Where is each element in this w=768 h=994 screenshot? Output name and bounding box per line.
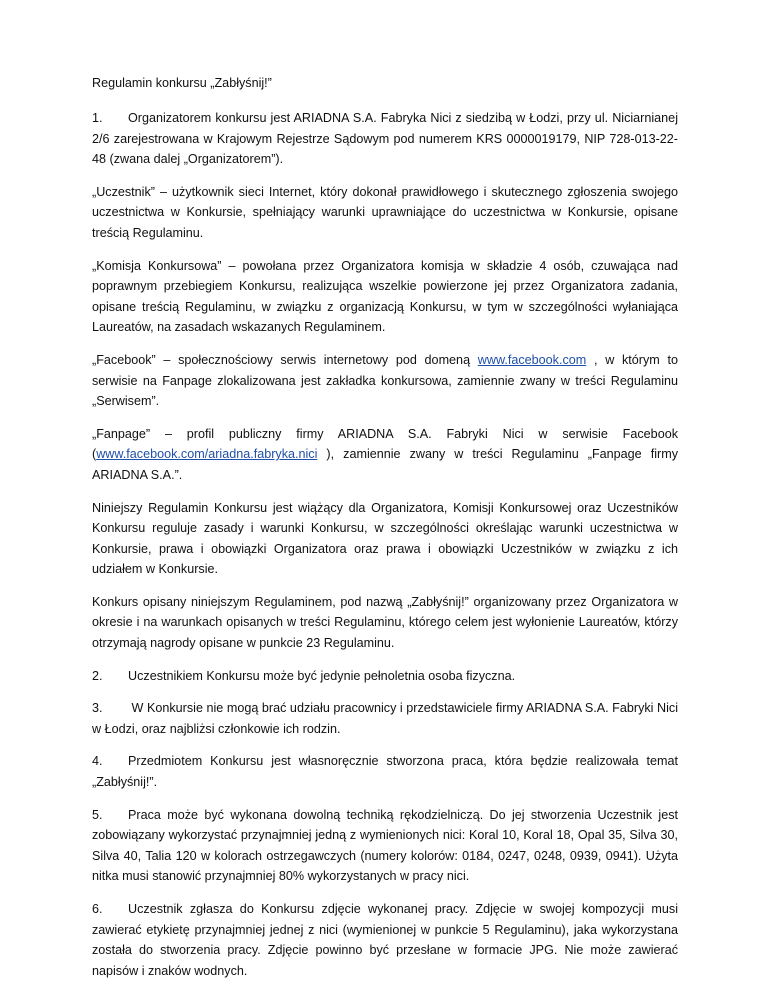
section-text: W Konkursie nie mogą brać udziału pracownicy i przedstawiciele firmy ARIADNA S.A. Fabryki Nici w Łodzi, oraz najbliżsi członkowie ich rodzin.: [92, 701, 678, 736]
section-1: [92, 108, 678, 170]
definition-text: ), zamiennie zwany w treści Regulaminu „Fanpage firmy ARIADNA S.A.”.: [92, 447, 678, 482]
definition-fanpage: [92, 424, 678, 486]
section-number: 6.: [92, 902, 103, 916]
section-text: Uczestnikiem Konkursu może być jedynie pełnoletnia osoba fizyczna.: [128, 668, 516, 683]
section-number: 5.: [92, 807, 103, 822]
definition-uczestnik: „Uczestnik” – użytkownik sieci Internet, który dokonał prawidłowego i skutecznego zgłoszenia swojego uczestnictwa w Konkursie, spełniający warunki uprawniające do uczestnictwa w Konkursie, opisane treścią Regulaminu.: [92, 184, 678, 240]
section-number: 4.: [92, 754, 103, 769]
section-number: 3.: [92, 701, 103, 716]
document-title: Regulamin konkursu „Zabłyśnij!”: [92, 76, 272, 90]
definition-text: „Facebook” – społecznościowy serwis internetowy pod domeną: [92, 352, 478, 367]
section-4: [92, 751, 678, 792]
section-2: [92, 666, 678, 687]
section-text: Praca może być wykonana dowolną techniką rękodzielniczą. Do jej stworzenia Uczestnik jest zobowiązany wykorzystać przynajmniej jedną z wymienionych nici: Koral 10, Koral 18, Opal 35, Silva 30, Silva 40, Talia 120 w kolorach ostrzegawczych (numery kolorów: 0184, 0247, 0248, 0939, 0941). Użyta nitka musi stanowić przynajmniej 80% wykorzystanych w pracy nici.: [92, 807, 678, 884]
paragraph-konkurs: Konkurs opisany niniejszym Regulaminem, pod nazwą „Zabłyśnij!” organizowany przez Organizatora w okresie i na warunkach opisanych w treści Regulaminu, którego celem jest wyłonienie Laureatów, którzy otrzymają nagrody opisane w punkcie 23 Regulaminu.: [92, 594, 678, 651]
section-text: Przedmiotem Konkursu jest własnoręcznie stworzona praca, która będzie realizowała temat „Zabłyśnij!”.: [92, 754, 678, 790]
section-6: [92, 899, 678, 981]
paragraph-niniejszy: Niniejszy Regulamin Konkursu jest wiążący dla Organizatora, Komisji Konkursowej oraz Uczestników Konkursu reguluje zasady i warunki Konkursu, w szczególności określając warunki uczestnictwa w Konkursie, prawa i obowiązki Organizatora oraz prawa i obowiązki Uczestników w związku z ich udziałem w Konkursie.: [92, 500, 678, 577]
section-text: Uczestnik zgłasza do Konkursu zdjęcie wykonanej pracy. Zdjęcie w swojej kompozycji musi zawierać etykietę przynajmniej jednej z nici (wymienionej w punkcie 5 Regulaminu), jaka wykorzystana została do stworzenia pracy. Zdjęcie powinno być przesłane w formacie JPG. Nie może zawierać napisów i znaków wodnych.: [92, 902, 678, 978]
definition-text: „Fanpage” – profil publiczny firmy ARIADNA S.A. Fabryki Nici w serwisie Facebook (: [92, 426, 678, 462]
section-5: [92, 805, 678, 887]
section-number: 1.: [92, 111, 103, 125]
section-number: 2.: [92, 668, 103, 683]
facebook-link[interactable]: www.facebook.com: [477, 352, 587, 367]
definition-facebook: [92, 350, 678, 412]
definition-komisja: „Komisja Konkursowa” – powołana przez Organizatora komisja w składzie 4 osób, czuwająca nad poprawnym przebiegiem Konkursu, realizująca wszelkie powierzone jej przez Organizatora zadania, opisane treścią Regulaminu, w związku z organizacją Konkursu, w tym w szczególności wyłaniająca Laureatów, na zasadach wskazanych Regulaminem.: [92, 258, 678, 335]
section-text: Organizatorem konkursu jest ARIADNA S.A. Fabryka Nici z siedzibą w Łodzi, przy ul. Niciarnianej 2/6 zarejestrowana w Krajowym Rejestrze Sądowym pod numerem KRS 0000019179, NIP 728-013-22-48 (zwana dalej „Organizatorem”).: [92, 111, 678, 167]
section-3: [92, 698, 678, 739]
fanpage-link[interactable]: www.facebook.com/ariadna.fabryka.nici: [96, 447, 318, 462]
definition-text: , w którym to serwisie na Fanpage zlokalizowana jest zakładka konkursowa, zamiennie zwany w treści Regulaminu „Serwisem”.: [92, 352, 679, 409]
